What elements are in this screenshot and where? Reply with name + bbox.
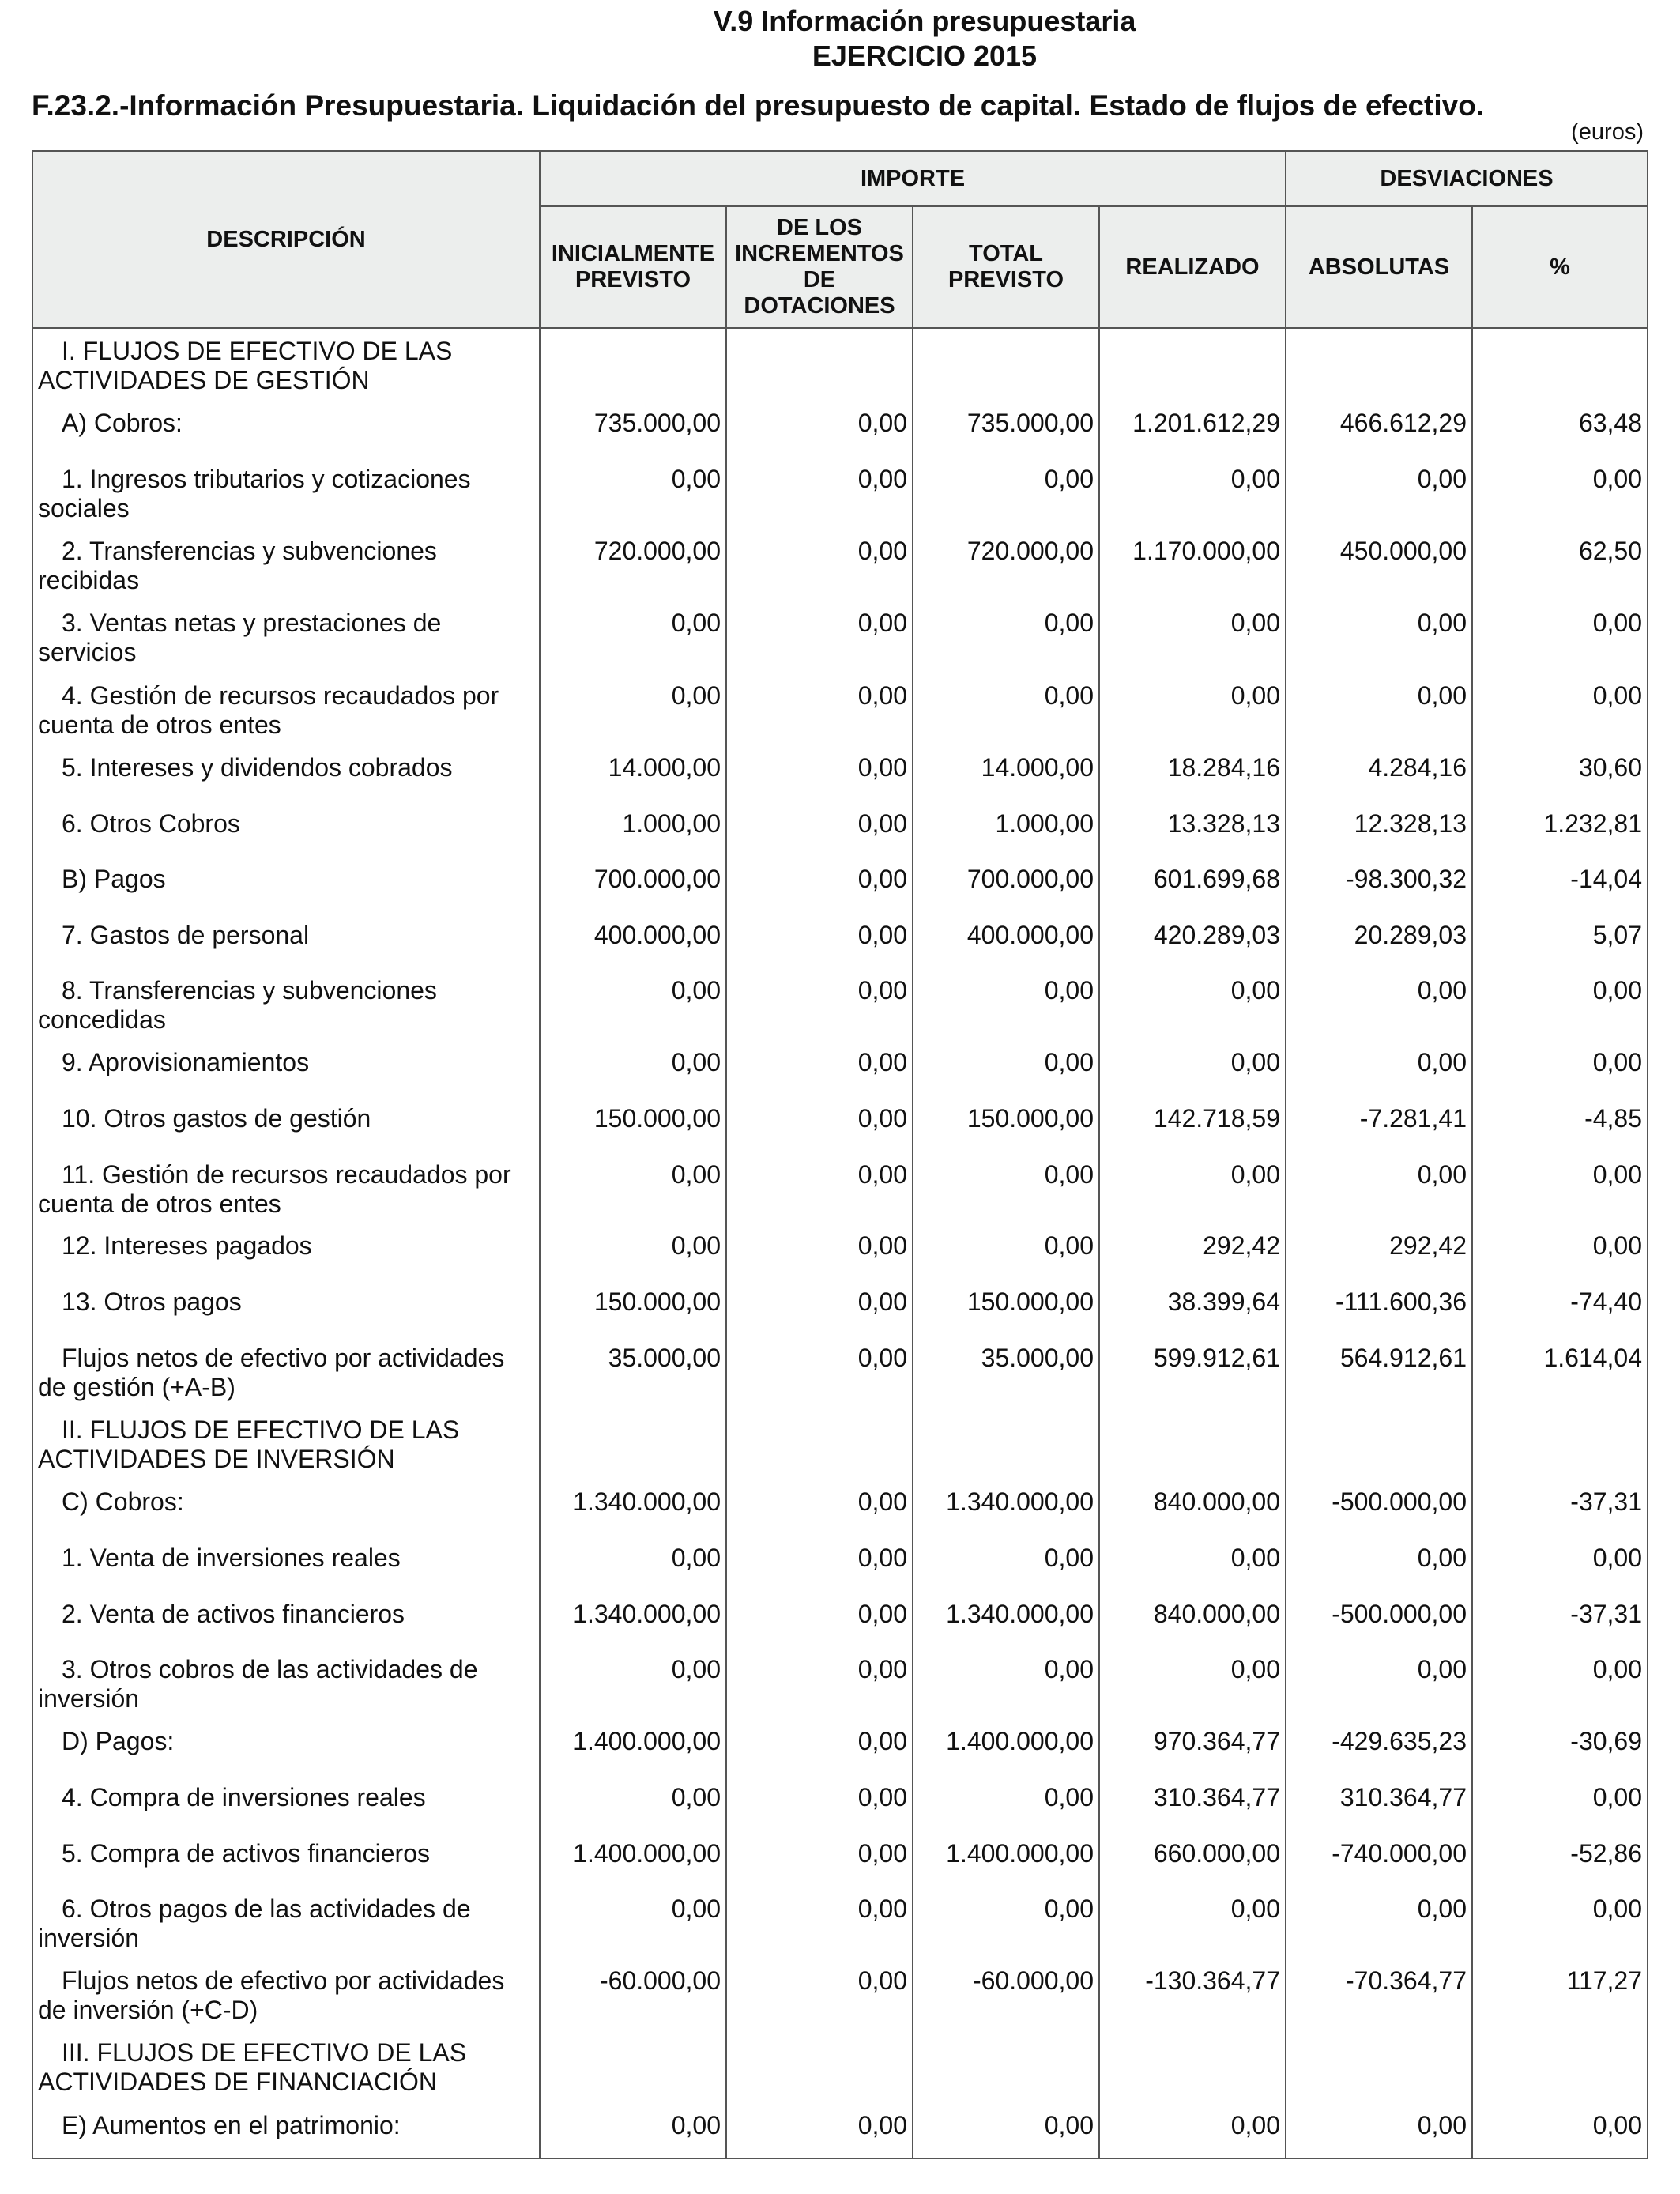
row-description-text: 3. Ventas netas y prestaciones de servicios xyxy=(38,609,442,666)
table-row xyxy=(32,1280,1648,1336)
cell-porcentaje: 0,00 xyxy=(1472,1223,1648,1280)
table-row xyxy=(32,2030,1648,2103)
cash-flow-table xyxy=(32,150,1648,2159)
cell-total-previsto: 1.340.000,00 xyxy=(913,1592,1099,1647)
cell-incrementos: 0,00 xyxy=(726,601,913,673)
cell-incrementos: 0,00 xyxy=(726,673,913,745)
cell-porcentaje: 0,00 xyxy=(1472,2103,1648,2158)
row-description-text: III. FLUJOS DE EFECTIVO DE LAS ACTIVIDADES DE FINANCIACIÓN xyxy=(38,2038,467,2096)
cell-absolutas: 0,00 xyxy=(1286,1536,1472,1592)
row-description xyxy=(32,601,540,673)
table-row xyxy=(32,601,1648,673)
row-description xyxy=(32,1223,540,1280)
cell-porcentaje: 62,50 xyxy=(1472,529,1648,601)
cell-absolutas: 0,00 xyxy=(1286,1647,1472,1719)
cell-incrementos xyxy=(726,2030,913,2103)
cell-total-previsto: 0,00 xyxy=(913,1536,1099,1592)
cell-absolutas: 0,00 xyxy=(1286,1040,1472,1096)
row-description-text: II. FLUJOS DE EFECTIVO DE LAS ACTIVIDADES DE INVERSIÓN xyxy=(38,1416,460,1473)
cell-incrementos: 0,00 xyxy=(726,968,913,1040)
table-row xyxy=(32,401,1648,457)
cell-incrementos: 0,00 xyxy=(726,1536,913,1592)
cell-porcentaje: -37,31 xyxy=(1472,1592,1648,1647)
cell-porcentaje: 5,07 xyxy=(1472,913,1648,968)
cell-total-previsto: 720.000,00 xyxy=(913,529,1099,601)
cell-porcentaje: -4,85 xyxy=(1472,1096,1648,1152)
row-description xyxy=(32,1536,540,1592)
cell-porcentaje: -37,31 xyxy=(1472,1480,1648,1536)
cell-incrementos: 0,00 xyxy=(726,1647,913,1719)
row-description-text: 5. Compra de activos financieros xyxy=(62,1839,430,1868)
cell-porcentaje: 1.614,04 xyxy=(1472,1336,1648,1408)
cell-incrementos: 0,00 xyxy=(726,1040,913,1096)
cell-realizado: 0,00 xyxy=(1099,1647,1286,1719)
cell-absolutas: 310.364,77 xyxy=(1286,1775,1472,1831)
cell-incrementos: 0,00 xyxy=(726,1592,913,1647)
header-descripcion: DESCRIPCIÓN xyxy=(32,151,540,328)
cell-realizado: 0,00 xyxy=(1099,457,1286,529)
row-description-text: C) Cobros: xyxy=(62,1487,184,1516)
cell-realizado: 0,00 xyxy=(1099,2103,1286,2158)
cell-realizado xyxy=(1099,1408,1286,1480)
cell-incrementos: 0,00 xyxy=(726,1831,913,1887)
cell-inicialmente-previsto: 150.000,00 xyxy=(540,1280,726,1336)
row-description xyxy=(32,328,540,401)
row-description-text: 1. Venta de inversiones reales xyxy=(62,1544,401,1572)
row-description-text: 4. Gestión de recursos recaudados por cuenta de otros entes xyxy=(38,681,499,739)
cell-porcentaje: 0,00 xyxy=(1472,673,1648,745)
table-row xyxy=(32,529,1648,601)
cell-realizado: 599.912,61 xyxy=(1099,1336,1286,1408)
cell-realizado: 1.201.612,29 xyxy=(1099,401,1286,457)
cell-total-previsto: 1.000,00 xyxy=(913,801,1099,857)
cell-inicialmente-previsto: 0,00 xyxy=(540,1040,726,1096)
row-description-text: D) Pagos: xyxy=(62,1727,175,1755)
cell-inicialmente-previsto: 1.400.000,00 xyxy=(540,1831,726,1887)
cell-realizado: 142.718,59 xyxy=(1099,1096,1286,1152)
row-description-text: 2. Transferencias y subvenciones recibidas xyxy=(38,537,437,594)
cell-absolutas xyxy=(1286,1408,1472,1480)
cell-incrementos: 0,00 xyxy=(726,745,913,801)
table-row xyxy=(32,1040,1648,1096)
cell-absolutas: 0,00 xyxy=(1286,2103,1472,2158)
cell-realizado: 0,00 xyxy=(1099,673,1286,745)
cell-porcentaje: 0,00 xyxy=(1472,457,1648,529)
cell-incrementos: 0,00 xyxy=(726,801,913,857)
cell-inicialmente-previsto: 400.000,00 xyxy=(540,913,726,968)
cell-absolutas: 450.000,00 xyxy=(1286,529,1472,601)
row-description xyxy=(32,2030,540,2103)
cell-incrementos: 0,00 xyxy=(726,1887,913,1958)
cell-realizado xyxy=(1099,2030,1286,2103)
row-description-text: 4. Compra de inversiones reales xyxy=(62,1783,426,1811)
table-row xyxy=(32,745,1648,801)
cell-total-previsto: 35.000,00 xyxy=(913,1336,1099,1408)
cell-inicialmente-previsto: 35.000,00 xyxy=(540,1336,726,1408)
cell-porcentaje: 0,00 xyxy=(1472,1775,1648,1831)
table-row xyxy=(32,857,1648,913)
row-description xyxy=(32,1775,540,1831)
cell-total-previsto: 0,00 xyxy=(913,1152,1099,1223)
table-row xyxy=(32,1223,1648,1280)
cell-inicialmente-previsto: 0,00 xyxy=(540,1152,726,1223)
row-description xyxy=(32,401,540,457)
cell-inicialmente-previsto: 0,00 xyxy=(540,2103,726,2158)
cell-incrementos: 0,00 xyxy=(726,529,913,601)
table-row xyxy=(32,1592,1648,1647)
cell-inicialmente-previsto: 14.000,00 xyxy=(540,745,726,801)
table-row xyxy=(32,328,1648,401)
cell-incrementos: 0,00 xyxy=(726,1719,913,1775)
row-description xyxy=(32,529,540,601)
cell-realizado: 38.399,64 xyxy=(1099,1280,1286,1336)
row-description-text: 12. Intereses pagados xyxy=(62,1231,312,1260)
cell-absolutas: 0,00 xyxy=(1286,1152,1472,1223)
page-title: V.9 Información presupuestaria xyxy=(713,5,1136,37)
row-description-text: 5. Intereses y dividendos cobrados xyxy=(62,753,453,782)
cell-realizado: 1.170.000,00 xyxy=(1099,529,1286,601)
cell-incrementos: 0,00 xyxy=(726,1223,913,1280)
cell-porcentaje: 0,00 xyxy=(1472,1536,1648,1592)
cell-incrementos: 0,00 xyxy=(726,913,913,968)
cell-absolutas: 20.289,03 xyxy=(1286,913,1472,968)
table-row xyxy=(32,1831,1648,1887)
row-description xyxy=(32,1887,540,1958)
cell-total-previsto: 150.000,00 xyxy=(913,1096,1099,1152)
row-description xyxy=(32,801,540,857)
row-description-text: 8. Transferencias y subvenciones concedidas xyxy=(38,976,437,1034)
cell-porcentaje: 117,27 xyxy=(1472,1958,1648,2030)
table-row xyxy=(32,1096,1648,1152)
cell-absolutas xyxy=(1286,2030,1472,2103)
cell-realizado: 13.328,13 xyxy=(1099,801,1286,857)
cell-realizado: 420.289,03 xyxy=(1099,913,1286,968)
row-description xyxy=(32,1152,540,1223)
row-description xyxy=(32,1040,540,1096)
cell-absolutas: -7.281,41 xyxy=(1286,1096,1472,1152)
cell-inicialmente-previsto: 0,00 xyxy=(540,601,726,673)
cell-incrementos: 0,00 xyxy=(726,1096,913,1152)
table-row xyxy=(32,1775,1648,1831)
row-description xyxy=(32,673,540,745)
cell-inicialmente-previsto: 1.340.000,00 xyxy=(540,1480,726,1536)
header-importe: IMPORTE xyxy=(540,151,1286,206)
header-incrementos-dotaciones: DE LOS INCREMENTOS DE DOTACIONES xyxy=(726,206,913,328)
cell-porcentaje xyxy=(1472,2030,1648,2103)
row-description-text: A) Cobros: xyxy=(62,409,183,437)
row-description xyxy=(32,1480,540,1536)
cell-absolutas: 12.328,13 xyxy=(1286,801,1472,857)
row-description-text: E) Aumentos en el patrimonio: xyxy=(62,2111,401,2139)
cell-incrementos: 0,00 xyxy=(726,1480,913,1536)
cell-realizado: 292,42 xyxy=(1099,1223,1286,1280)
header-absolutas: ABSOLUTAS xyxy=(1286,206,1472,328)
cell-porcentaje xyxy=(1472,328,1648,401)
row-description-text: 6. Otros pagos de las actividades de inversión xyxy=(38,1894,471,1952)
cell-realizado xyxy=(1099,328,1286,401)
table-row xyxy=(32,1647,1648,1719)
row-description xyxy=(32,1831,540,1887)
table-body xyxy=(32,328,1648,2158)
cell-inicialmente-previsto: 0,00 xyxy=(540,1775,726,1831)
row-description xyxy=(32,1719,540,1775)
cell-total-previsto xyxy=(913,1408,1099,1480)
table-row xyxy=(32,801,1648,857)
cell-absolutas: -500.000,00 xyxy=(1286,1592,1472,1647)
row-description-text: 11. Gestión de recursos recaudados por cuenta de otros entes xyxy=(38,1160,511,1218)
row-description-text: B) Pagos xyxy=(62,865,166,893)
cell-realizado: 970.364,77 xyxy=(1099,1719,1286,1775)
cell-realizado: 18.284,16 xyxy=(1099,745,1286,801)
cell-inicialmente-previsto: 700.000,00 xyxy=(540,857,726,913)
cell-realizado: 840.000,00 xyxy=(1099,1592,1286,1647)
cell-total-previsto: 0,00 xyxy=(913,968,1099,1040)
table-row xyxy=(32,1152,1648,1223)
row-description xyxy=(32,913,540,968)
row-description xyxy=(32,457,540,529)
cell-total-previsto: 400.000,00 xyxy=(913,913,1099,968)
cell-total-previsto: 0,00 xyxy=(913,457,1099,529)
header-realizado: REALIZADO xyxy=(1099,206,1286,328)
row-description-text: 3. Otros cobros de las actividades de inversión xyxy=(38,1655,478,1713)
row-description-text: 2. Venta de activos financieros xyxy=(62,1600,405,1628)
table-row xyxy=(32,2103,1648,2158)
cell-porcentaje: 0,00 xyxy=(1472,968,1648,1040)
cell-absolutas xyxy=(1286,328,1472,401)
row-description xyxy=(32,1096,540,1152)
row-description xyxy=(32,745,540,801)
cell-realizado: 0,00 xyxy=(1099,1040,1286,1096)
cell-total-previsto: 0,00 xyxy=(913,1223,1099,1280)
page-subtitle: EJERCICIO 2015 xyxy=(812,40,1038,72)
table-row xyxy=(32,457,1648,529)
row-description xyxy=(32,1336,540,1408)
cell-total-previsto: 150.000,00 xyxy=(913,1280,1099,1336)
cell-total-previsto: 0,00 xyxy=(913,1887,1099,1958)
cell-total-previsto xyxy=(913,2030,1099,2103)
row-description xyxy=(32,1647,540,1719)
cell-inicialmente-previsto xyxy=(540,328,726,401)
cell-total-previsto: 1.400.000,00 xyxy=(913,1831,1099,1887)
cell-inicialmente-previsto: 720.000,00 xyxy=(540,529,726,601)
cell-absolutas: 0,00 xyxy=(1286,673,1472,745)
table-row xyxy=(32,1408,1648,1480)
table-row xyxy=(32,913,1648,968)
row-description-text: 6. Otros Cobros xyxy=(62,809,240,838)
cell-inicialmente-previsto: 0,00 xyxy=(540,673,726,745)
cell-total-previsto: -60.000,00 xyxy=(913,1958,1099,2030)
cell-absolutas: -98.300,32 xyxy=(1286,857,1472,913)
cell-absolutas: 0,00 xyxy=(1286,1887,1472,1958)
cell-incrementos: 0,00 xyxy=(726,857,913,913)
cell-total-previsto: 1.400.000,00 xyxy=(913,1719,1099,1775)
cell-absolutas: 0,00 xyxy=(1286,601,1472,673)
cell-absolutas: -70.364,77 xyxy=(1286,1958,1472,2030)
cell-realizado: 0,00 xyxy=(1099,601,1286,673)
table-row xyxy=(32,968,1648,1040)
row-description xyxy=(32,2103,540,2158)
cell-incrementos: 0,00 xyxy=(726,1775,913,1831)
cell-porcentaje: 0,00 xyxy=(1472,1152,1648,1223)
cell-realizado: 0,00 xyxy=(1099,968,1286,1040)
cell-inicialmente-previsto: 0,00 xyxy=(540,1647,726,1719)
header-inicialmente-previsto: INICIALMENTE PREVISTO xyxy=(540,206,726,328)
cell-inicialmente-previsto xyxy=(540,1408,726,1480)
cell-total-previsto: 0,00 xyxy=(913,601,1099,673)
row-description xyxy=(32,1280,540,1336)
cell-absolutas: -429.635,23 xyxy=(1286,1719,1472,1775)
units-label: (euros) xyxy=(1571,119,1644,145)
cell-incrementos xyxy=(726,1408,913,1480)
cell-incrementos: 0,00 xyxy=(726,1280,913,1336)
cell-realizado: 840.000,00 xyxy=(1099,1480,1286,1536)
row-description xyxy=(32,857,540,913)
cell-inicialmente-previsto: 0,00 xyxy=(540,1536,726,1592)
cell-porcentaje: 63,48 xyxy=(1472,401,1648,457)
cell-total-previsto: 735.000,00 xyxy=(913,401,1099,457)
cell-porcentaje: -74,40 xyxy=(1472,1280,1648,1336)
cell-realizado: 310.364,77 xyxy=(1099,1775,1286,1831)
cell-total-previsto: 14.000,00 xyxy=(913,745,1099,801)
cell-porcentaje: 1.232,81 xyxy=(1472,801,1648,857)
cell-total-previsto: 0,00 xyxy=(913,2103,1099,2158)
cell-inicialmente-previsto: 1.000,00 xyxy=(540,801,726,857)
cell-incrementos xyxy=(726,328,913,401)
cell-total-previsto: 0,00 xyxy=(913,1040,1099,1096)
cell-porcentaje: -30,69 xyxy=(1472,1719,1648,1775)
cell-inicialmente-previsto: 735.000,00 xyxy=(540,401,726,457)
row-description-text: 10. Otros gastos de gestión xyxy=(62,1104,371,1133)
row-description xyxy=(32,1958,540,2030)
cell-incrementos: 0,00 xyxy=(726,457,913,529)
table-row xyxy=(32,1336,1648,1408)
cell-inicialmente-previsto: 1.340.000,00 xyxy=(540,1592,726,1647)
table-row xyxy=(32,1719,1648,1775)
cell-total-previsto: 0,00 xyxy=(913,1647,1099,1719)
cell-absolutas: -111.600,36 xyxy=(1286,1280,1472,1336)
cell-inicialmente-previsto xyxy=(540,2030,726,2103)
cell-realizado: -130.364,77 xyxy=(1099,1958,1286,2030)
row-description-text: Flujos netos de efectivo por actividades de inversión (+C-D) xyxy=(38,1966,505,2024)
cell-realizado: 0,00 xyxy=(1099,1536,1286,1592)
cell-porcentaje: -52,86 xyxy=(1472,1831,1648,1887)
row-description xyxy=(32,1592,540,1647)
header-total-previsto: TOTAL PREVISTO xyxy=(913,206,1099,328)
table-row xyxy=(32,1536,1648,1592)
cell-absolutas: 466.612,29 xyxy=(1286,401,1472,457)
cell-porcentaje: 0,00 xyxy=(1472,1040,1648,1096)
cell-porcentaje: -14,04 xyxy=(1472,857,1648,913)
cell-total-previsto xyxy=(913,328,1099,401)
table-row xyxy=(32,1887,1648,1958)
cell-inicialmente-previsto: 0,00 xyxy=(540,968,726,1040)
header-desviaciones: DESVIACIONES xyxy=(1286,151,1648,206)
cell-incrementos: 0,00 xyxy=(726,401,913,457)
cell-porcentaje xyxy=(1472,1408,1648,1480)
cell-total-previsto: 0,00 xyxy=(913,673,1099,745)
cell-absolutas: -500.000,00 xyxy=(1286,1480,1472,1536)
cell-inicialmente-previsto: 150.000,00 xyxy=(540,1096,726,1152)
cell-inicialmente-previsto: -60.000,00 xyxy=(540,1958,726,2030)
table-row xyxy=(32,1958,1648,2030)
cell-porcentaje: 30,60 xyxy=(1472,745,1648,801)
row-description-text: 13. Otros pagos xyxy=(62,1287,242,1316)
cell-porcentaje: 0,00 xyxy=(1472,601,1648,673)
row-description-text: I. FLUJOS DE EFECTIVO DE LAS ACTIVIDADES DE GESTIÓN xyxy=(38,337,453,394)
cell-total-previsto: 0,00 xyxy=(913,1775,1099,1831)
row-description xyxy=(32,1408,540,1480)
cell-realizado: 660.000,00 xyxy=(1099,1831,1286,1887)
cell-total-previsto: 1.340.000,00 xyxy=(913,1480,1099,1536)
cell-absolutas: 0,00 xyxy=(1286,457,1472,529)
cell-realizado: 0,00 xyxy=(1099,1887,1286,1958)
cell-porcentaje: 0,00 xyxy=(1472,1647,1648,1719)
cell-absolutas: 564.912,61 xyxy=(1286,1336,1472,1408)
cell-incrementos: 0,00 xyxy=(726,1152,913,1223)
cell-incrementos: 0,00 xyxy=(726,1958,913,2030)
cell-inicialmente-previsto: 0,00 xyxy=(540,457,726,529)
row-description-text: 9. Aprovisionamientos xyxy=(62,1048,310,1076)
cell-inicialmente-previsto: 0,00 xyxy=(540,1223,726,1280)
cell-realizado: 0,00 xyxy=(1099,1152,1286,1223)
cell-inicialmente-previsto: 1.400.000,00 xyxy=(540,1719,726,1775)
row-description-text: 7. Gastos de personal xyxy=(62,921,310,949)
cell-total-previsto: 700.000,00 xyxy=(913,857,1099,913)
cell-incrementos: 0,00 xyxy=(726,1336,913,1408)
cell-absolutas: 0,00 xyxy=(1286,968,1472,1040)
cell-absolutas: -740.000,00 xyxy=(1286,1831,1472,1887)
cell-absolutas: 4.284,16 xyxy=(1286,745,1472,801)
row-description-text: Flujos netos de efectivo por actividades de gestión (+A-B) xyxy=(38,1344,505,1401)
header-porcentaje: % xyxy=(1472,206,1648,328)
table-row xyxy=(32,1480,1648,1536)
row-description-text: 1. Ingresos tributarios y cotizaciones sociales xyxy=(38,465,471,522)
cell-absolutas: 292,42 xyxy=(1286,1223,1472,1280)
row-description xyxy=(32,968,540,1040)
cell-realizado: 601.699,68 xyxy=(1099,857,1286,913)
cell-incrementos: 0,00 xyxy=(726,2103,913,2158)
table-row xyxy=(32,673,1648,745)
cell-inicialmente-previsto: 0,00 xyxy=(540,1887,726,1958)
report-heading: F.23.2.-Información Presupuestaria. Liquidación del presupuesto de capital. Estado de flujos de efectivo. xyxy=(32,89,1485,122)
cell-porcentaje: 0,00 xyxy=(1472,1887,1648,1958)
